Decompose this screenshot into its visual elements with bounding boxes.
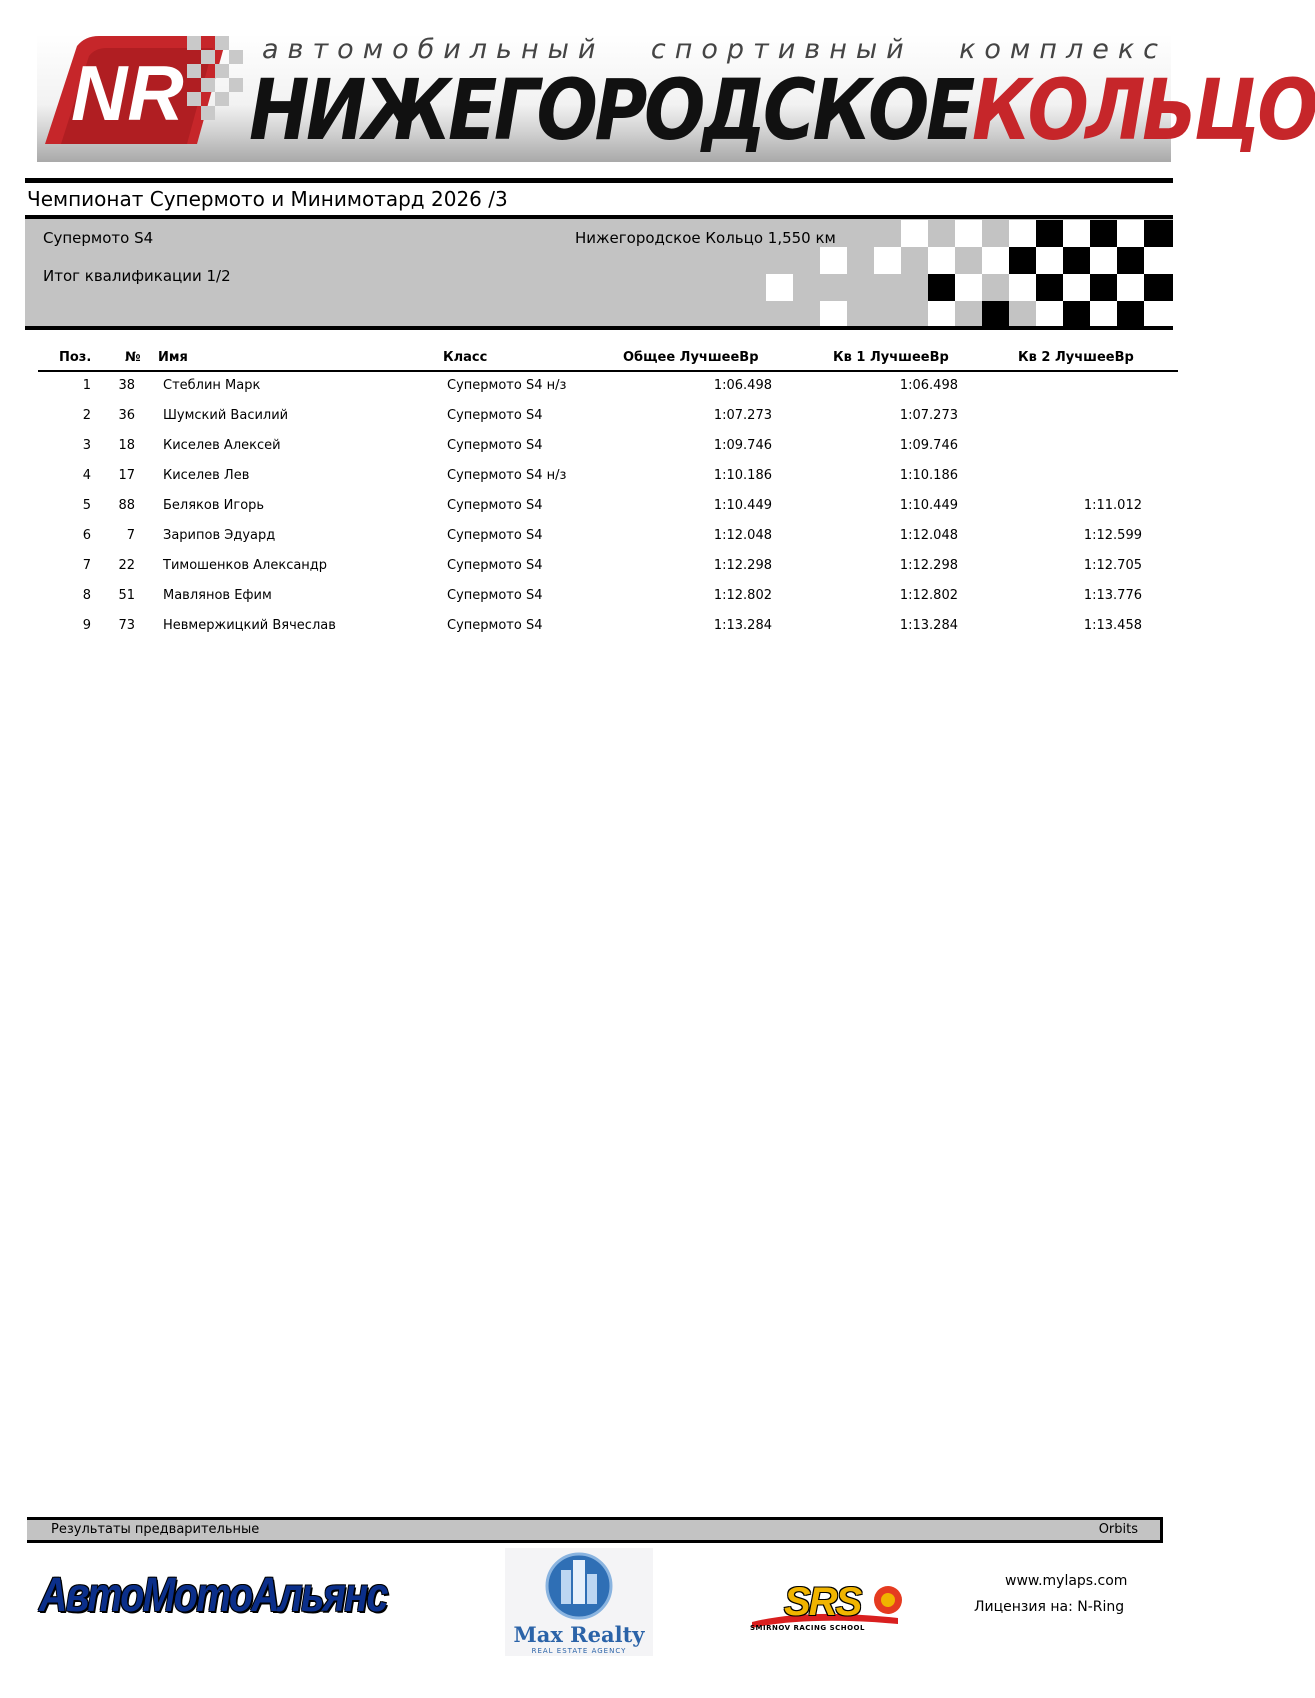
cell-num: 73 <box>118 618 135 633</box>
cell-num: 18 <box>118 438 135 453</box>
title-rule <box>25 178 1173 183</box>
cell-num: 88 <box>118 498 135 513</box>
cell-num: 17 <box>118 468 135 483</box>
cell-q2: 1:11.012 <box>1083 498 1142 513</box>
cell-overall: 1:07.273 <box>713 408 772 423</box>
session-name: Итог квалификации 1/2 <box>43 267 231 285</box>
header-num: № <box>125 350 141 365</box>
cell-q1: 1:10.186 <box>899 468 958 483</box>
cell-q2: 1:13.458 <box>1083 618 1142 633</box>
cell-class: Супермото S4 <box>447 498 543 513</box>
table-row <box>0 438 1199 468</box>
max-realty-subtitle: REAL ESTATE AGENCY <box>531 1647 627 1655</box>
website-link[interactable]: www.mylaps.com <box>1005 1573 1128 1589</box>
cell-name: Киселев Лев <box>163 468 250 483</box>
cell-pos: 9 <box>82 618 91 633</box>
cell-class: Супермото S4 н/з <box>447 378 567 393</box>
cell-q1: 1:13.284 <box>899 618 958 633</box>
cell-pos: 3 <box>82 438 91 453</box>
cell-overall: 1:12.298 <box>713 558 772 573</box>
tagline-word-2: спортивный <box>650 34 913 65</box>
cell-overall: 1:10.449 <box>713 498 772 513</box>
cell-q1: 1:07.273 <box>899 408 958 423</box>
checkered-flag-graphic <box>758 219 1173 326</box>
building-icon <box>505 1548 653 1622</box>
cell-overall: 1:06.498 <box>713 378 772 393</box>
session-info-box <box>25 215 1173 330</box>
header-class: Класс <box>443 350 488 365</box>
cell-q1: 1:12.298 <box>899 558 958 573</box>
event-title: Чемпионат Супермото и Минимотард 2026 /3 <box>27 187 508 211</box>
cell-class: Супермото S4 <box>447 438 543 453</box>
cell-q1: 1:06.498 <box>899 378 958 393</box>
cell-class: Супермото S4 <box>447 528 543 543</box>
table-row <box>0 618 1199 648</box>
cell-num: 38 <box>118 378 135 393</box>
table-row <box>0 588 1199 618</box>
cell-name: Тимошенков Александр <box>163 558 328 573</box>
table-row <box>0 468 1199 498</box>
banner-title-part1: НИЖЕГОРОДСКОЕ <box>249 61 972 159</box>
max-realty-name: Max Realty <box>513 1622 645 1647</box>
cell-name: Зарипов Эдуард <box>163 528 276 543</box>
track-banner <box>37 34 1315 162</box>
table-row <box>0 498 1199 528</box>
timing-system: Orbits <box>1098 1522 1138 1537</box>
header-name: Имя <box>158 350 188 365</box>
cell-q2: 1:12.705 <box>1083 558 1142 573</box>
cell-pos: 7 <box>82 558 91 573</box>
srs-subtitle: SMIRNOV RACING SCHOOL <box>750 1624 865 1632</box>
cell-pos: 1 <box>82 378 91 393</box>
class-name: Супермото S4 <box>43 229 154 247</box>
cell-overall: 1:12.802 <box>713 588 772 603</box>
cell-name: Невмержицкий Вячеслав <box>163 618 336 633</box>
cell-q1: 1:09.746 <box>899 438 958 453</box>
automoto-alliance-text: АвтоМотоАльянс <box>39 1569 387 1622</box>
cell-pos: 5 <box>82 498 91 513</box>
header-pos: Поз. <box>59 350 92 365</box>
cell-num: 51 <box>118 588 135 603</box>
license-text: Лицензия на: N-Ring <box>974 1599 1125 1615</box>
tagline-word-3: комплекс <box>959 34 1167 65</box>
cell-num: 36 <box>118 408 135 423</box>
banner-title <box>249 60 1315 160</box>
cell-class: Супермото S4 <box>447 408 543 423</box>
table-row <box>0 558 1199 588</box>
cell-pos: 4 <box>82 468 91 483</box>
cell-num: 7 <box>126 528 135 543</box>
cell-class: Супермото S4 <box>447 618 543 633</box>
results-status: Результаты предварительные <box>51 1522 260 1537</box>
max-realty-logo <box>505 1548 653 1656</box>
cell-pos: 8 <box>82 588 91 603</box>
table-row <box>0 528 1199 558</box>
cell-class: Супермото S4 н/з <box>447 468 567 483</box>
cell-pos: 6 <box>82 528 91 543</box>
track-name: Нижегородское Кольцо 1,550 км <box>575 229 836 247</box>
cell-class: Супермото S4 <box>447 588 543 603</box>
cell-q2: 1:13.776 <box>1083 588 1142 603</box>
srs-text: SRS <box>784 1580 861 1624</box>
header-rule <box>38 370 1178 372</box>
banner-title-part2: КОЛЬЦО <box>971 61 1315 159</box>
cell-class: Супермото S4 <box>447 558 543 573</box>
cell-name: Киселев Алексей <box>163 438 281 453</box>
cell-overall: 1:10.186 <box>713 468 772 483</box>
cell-pos: 2 <box>82 408 91 423</box>
cell-overall: 1:12.048 <box>713 528 772 543</box>
tagline-word-1: автомобильный <box>262 34 605 65</box>
cell-q1: 1:12.048 <box>899 528 958 543</box>
automoto-alliance-logo <box>33 1568 387 1630</box>
cell-q1: 1:10.449 <box>899 498 958 513</box>
srs-logo <box>748 1578 908 1640</box>
cell-name: Мавлянов Ефим <box>163 588 272 603</box>
cell-num: 22 <box>118 558 135 573</box>
header-overall-best: Общее ЛучшееВр <box>623 350 759 365</box>
table-row <box>0 408 1199 438</box>
header-q1-best: Кв 1 ЛучшееВр <box>833 350 949 365</box>
cell-overall: 1:13.284 <box>713 618 772 633</box>
cell-overall: 1:09.746 <box>713 438 772 453</box>
footer-bar <box>27 1517 1163 1543</box>
cell-name: Беляков Игорь <box>163 498 265 513</box>
cell-name: Шумский Василий <box>163 408 289 423</box>
table-row <box>0 378 1199 408</box>
header-q2-best: Кв 2 ЛучшееВр <box>1018 350 1134 365</box>
nr-logo-text: NR <box>71 49 184 137</box>
cell-name: Стеблин Марк <box>163 378 261 393</box>
cell-q1: 1:12.802 <box>899 588 958 603</box>
cell-q2: 1:12.599 <box>1083 528 1142 543</box>
